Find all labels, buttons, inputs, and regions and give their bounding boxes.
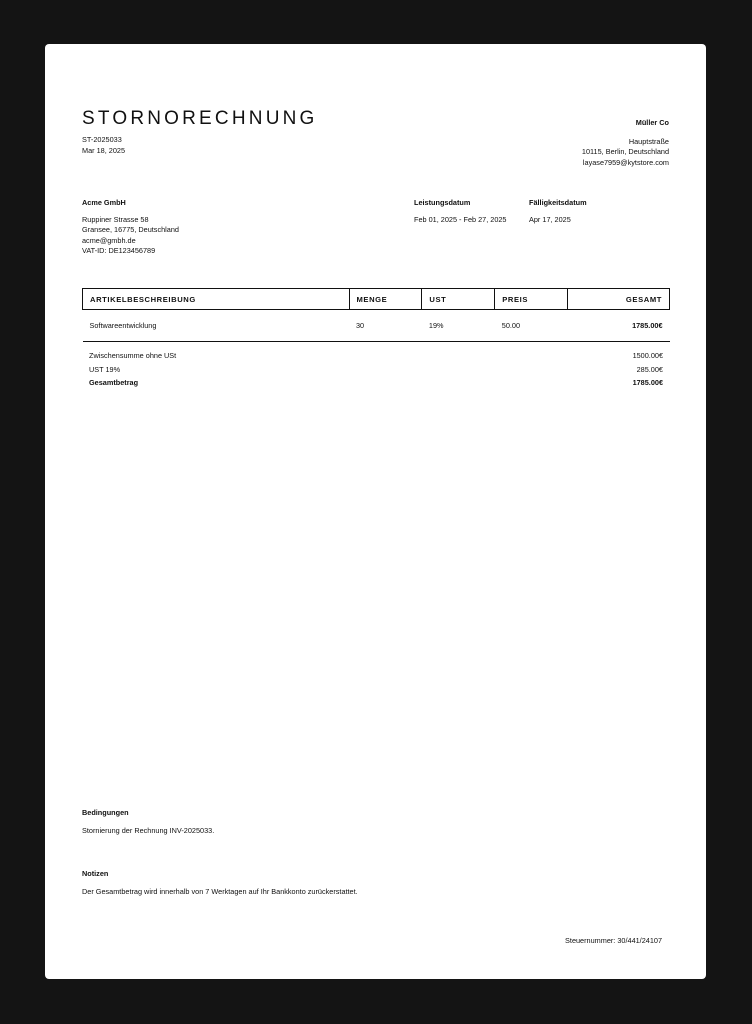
header-description: ARTIKELBESCHREIBUNG [83, 289, 350, 310]
vat-value: 285.00€ [636, 364, 663, 374]
client-city: Gransee, 16775, Deutschland [82, 225, 179, 234]
items-table [82, 288, 670, 342]
document-number: ST-2025033 [82, 135, 122, 144]
due-date-block [529, 198, 587, 225]
cell-description: Softwareentwicklung [83, 310, 350, 342]
due-date-value: Apr 17, 2025 [529, 214, 571, 224]
terms-section [82, 808, 214, 836]
summary-block [82, 349, 670, 390]
company-name: Müller Co [635, 118, 669, 127]
grand-total-value: 1785.00€ [632, 378, 663, 387]
terms-text: Stornierung der Rechnung INV-2025033. [82, 825, 215, 835]
header-vat: UST [422, 289, 495, 310]
company-block [582, 118, 669, 168]
grand-total-label: Gesamtbetrag [89, 378, 139, 387]
vat-row [82, 363, 670, 377]
header-total: GESAMT [568, 289, 670, 310]
client-street: Ruppiner Strasse 58 [82, 214, 149, 224]
terms-label: Bedingungen [82, 808, 129, 817]
subtotal-value: 1500.00€ [632, 351, 663, 360]
service-date-block [414, 198, 507, 225]
client-block [82, 198, 179, 257]
notes-text: Der Gesamtbetrag wird innerhalb von 7 Werktagen auf Ihr Bankkonto zurückerstattet. [82, 886, 358, 896]
table-header-row [83, 289, 670, 310]
table-row [83, 310, 670, 342]
cell-quantity: 30 [349, 310, 422, 342]
notes-label: Notizen [82, 869, 109, 878]
service-date-label: Leistungsdatum [414, 198, 471, 207]
service-date-value: Feb 01, 2025 - Feb 27, 2025 [414, 214, 507, 224]
subtotal-row [82, 349, 670, 363]
client-name: Acme GmbH [82, 198, 126, 207]
client-email: acme@gmbh.de [82, 235, 136, 245]
cell-total: 1785.00€ [568, 310, 670, 342]
subtotal-label: Zwischensumme ohne USt [89, 351, 177, 360]
company-email: layase7959@kytstore.com [582, 157, 669, 167]
document-title: STORNORECHNUNG [82, 108, 318, 129]
company-city: 10115, Berlin, Deutschland [581, 147, 669, 156]
client-vat: VAT-ID: DE123456789 [82, 246, 156, 255]
document-meta [82, 135, 125, 156]
vat-label: UST 19% [89, 364, 121, 374]
company-street: Hauptstraße [628, 136, 669, 146]
due-date-label: Fälligkeitsdatum [529, 198, 587, 207]
cell-price: 50.00 [495, 310, 568, 342]
header-quantity: MENGE [349, 289, 422, 310]
notes-section [82, 869, 358, 897]
document-date: Mar 18, 2025 [82, 145, 125, 155]
invoice-page [45, 44, 706, 979]
tax-number: Steuernummer: 30/441/24107 [565, 936, 662, 945]
cell-vat: 19% [422, 310, 495, 342]
header-price: PREIS [495, 289, 568, 310]
grand-total-row [82, 376, 670, 390]
